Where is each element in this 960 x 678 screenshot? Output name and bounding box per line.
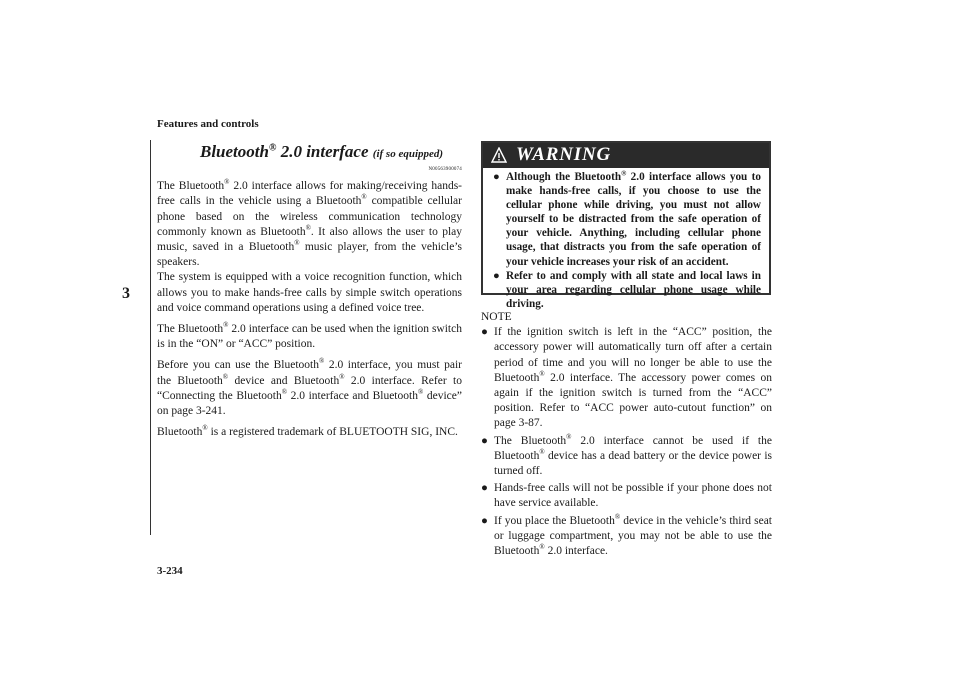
note-item: ● If the ignition switch is left in the “ACC” position, the accessory power will automatically turn off after a certain period of time and you will no longer be able to use the Bluetooth® 2.0 interface. The accessory power comes on again if the ignition switch is turned from the “ACC” position. Refer to “ACC power auto-cutout function” on page 3-87. [481, 326, 772, 430]
section-code: N00563900074 [428, 167, 462, 172]
warning-item: ● Although the Bluetooth® 2.0 interface allows you to make hands-free calls, if you choose to use the cellular phone while driving, you must not allow yourself to be distracted from the safe operation of your vehicle. Anything, including cellular phone usage, that distracts you from the safe operation of your vehicle increases your risk of an accident. [493, 169, 761, 268]
title-suffix: (if so equipped) [372, 148, 444, 160]
note-section [481, 310, 772, 561]
paragraph-ignition: The Bluetooth® 2.0 interface can be used when the ignition switch is in the “ON” or “ACC” position. [157, 321, 462, 351]
page-number: 3-234 [157, 565, 183, 577]
margin-rule [150, 140, 151, 535]
warning-box [481, 141, 771, 310]
note-label: NOTE [481, 311, 512, 323]
chapter-tab: 3 [122, 285, 130, 302]
paragraph-voice: The system is equipped with a voice recognition function, which allows you to make hands-free calls by simple switch operations and voice command operations using a defined voice tree. [157, 271, 462, 314]
title-rest: 2.0 interface [276, 142, 373, 161]
note-item: ● Hands-free calls will not be possible if your phone does not have service available. [481, 482, 772, 510]
section-header: Features and controls [157, 118, 259, 130]
bullet-icon: ● [481, 326, 488, 339]
warning-triangle-icon [491, 147, 507, 163]
warning-header [483, 143, 769, 168]
bullet-icon: ● [481, 482, 488, 495]
paragraph-intro: The Bluetooth® 2.0 interface allows for making/receiving hands-free calls in the vehicle using a Bluetooth® compatible cellular phone based on the wireless communication technology commonly known as Bluetooth®. It also allows the user to play music, saved in a Bluetooth® music player, from the vehicle’s speakers. [157, 178, 463, 269]
bullet-icon: ● [493, 269, 500, 282]
page-title [200, 142, 462, 164]
note-item: ● The Bluetooth® 2.0 interface cannot be used if the Bluetooth® device has a dead battery or the device power is turned off. [481, 432, 772, 478]
paragraph-trademark: Bluetooth® is a registered trademark of BLUETOOTH SIG, INC. [157, 424, 458, 439]
warning-label: WARNING [516, 144, 611, 165]
note-item: ● If you place the Bluetooth® device in the vehicle’s third seat or luggage compartment, you may not be able to use the Bluetooth® 2.0 interface. [481, 512, 772, 558]
title-reg: ® [268, 142, 277, 154]
warning-item: ● Refer to and comply with all state and local laws in your area regarding cellular phone usage while driving. [493, 269, 761, 310]
warning-body [493, 170, 761, 311]
paragraph-pairing: Before you can use the Bluetooth® 2.0 interface, you must pair the Bluetooth® device and Bluetooth® 2.0 interface. Refer to “Connecting the Bluetooth® 2.0 interface and Bluetooth® device” on page 3-241. [157, 357, 462, 418]
bullet-icon: ● [481, 514, 488, 527]
left-column [157, 142, 462, 446]
title-main: Bluetooth [200, 142, 269, 161]
bullet-icon: ● [493, 171, 500, 183]
bullet-icon: ● [481, 434, 488, 447]
